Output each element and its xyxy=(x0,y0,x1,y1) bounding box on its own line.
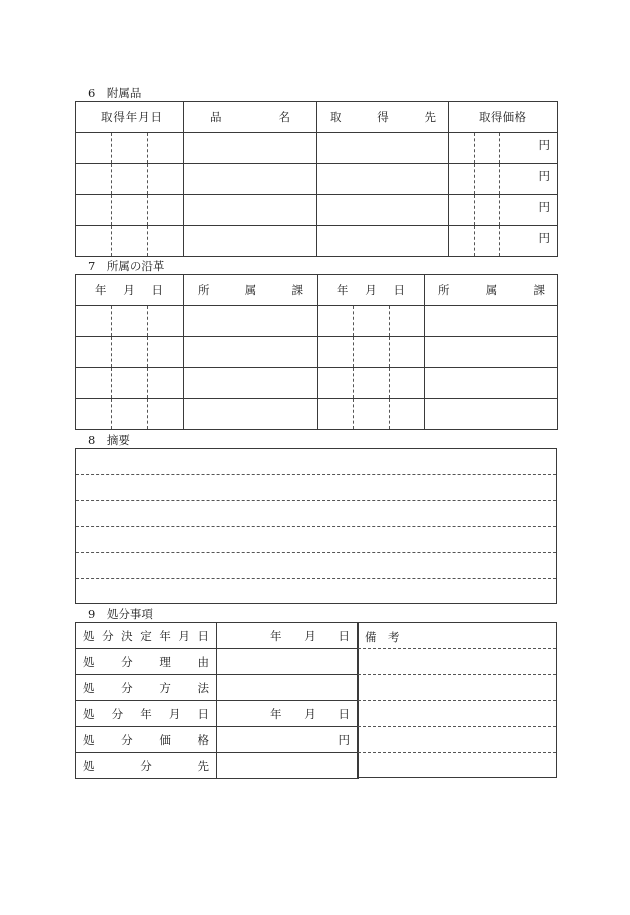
disposal-row xyxy=(76,623,359,649)
acquisition-price-cell[interactable] xyxy=(449,164,558,195)
section-8-title: 8 摘要 xyxy=(88,433,130,447)
history-date-cell[interactable] xyxy=(76,306,184,337)
label-disposal-method: 処 分 方 法 xyxy=(83,680,209,695)
history-header-row xyxy=(76,275,558,306)
history-dept-cell[interactable] xyxy=(184,306,318,337)
remarks-label: 備 考 xyxy=(365,630,400,644)
acquisition-date-cell[interactable] xyxy=(76,133,184,164)
item-name-cell[interactable] xyxy=(184,133,317,164)
history-table xyxy=(75,274,558,430)
section-7-title: 7 所属の沿革 xyxy=(88,259,165,273)
header-acquisition-date: 取 得 年 月 日 xyxy=(101,110,162,124)
disposal-table xyxy=(75,622,359,779)
header-acquisition-source: 取 得 先 xyxy=(330,110,436,124)
table-row xyxy=(76,368,558,399)
disposal-price-value[interactable] xyxy=(217,727,359,753)
header-date-left: 年 月 日 xyxy=(95,283,163,297)
history-dept-cell[interactable] xyxy=(184,368,318,399)
section-9-title: 9 処分事項 xyxy=(88,607,153,621)
table-row xyxy=(76,195,558,226)
accessories-table xyxy=(75,101,558,257)
table-row xyxy=(76,226,558,257)
summary-line xyxy=(76,500,556,501)
item-name-cell[interactable] xyxy=(184,164,317,195)
table-row xyxy=(76,399,558,430)
summary-line xyxy=(76,578,556,579)
header-item-name: 品 名 xyxy=(210,110,290,124)
yen-unit: 円 xyxy=(538,169,550,183)
acquisition-source-cell[interactable] xyxy=(317,164,449,195)
disposal-row xyxy=(76,727,359,753)
remarks-box[interactable] xyxy=(357,622,557,778)
history-dept-cell[interactable] xyxy=(425,306,558,337)
history-date-cell[interactable] xyxy=(318,306,425,337)
acquisition-date-cell[interactable] xyxy=(76,226,184,257)
history-dept-cell[interactable] xyxy=(184,337,318,368)
remarks-line xyxy=(358,700,556,701)
remarks-line xyxy=(358,726,556,727)
acquisition-date-cell[interactable] xyxy=(76,164,184,195)
header-dept-right: 所 属 課 xyxy=(438,283,545,297)
history-dept-cell[interactable] xyxy=(425,368,558,399)
acquisition-source-cell[interactable] xyxy=(317,133,449,164)
history-dept-cell[interactable] xyxy=(425,399,558,430)
history-dept-cell[interactable] xyxy=(184,399,318,430)
acquisition-source-cell[interactable] xyxy=(317,195,449,226)
history-date-cell[interactable] xyxy=(76,368,184,399)
table-row xyxy=(76,306,558,337)
disposal-decision-date-value[interactable]: 年 月 日 xyxy=(217,623,359,649)
disposal-reason-value[interactable] xyxy=(217,649,359,675)
table-row xyxy=(76,164,558,195)
acquisition-price-cell[interactable] xyxy=(449,226,558,257)
label-disposal-recipient: 処 分 先 xyxy=(83,758,209,773)
label-disposal-price: 処 分 価 格 xyxy=(83,732,209,747)
yen-unit: 円 xyxy=(338,732,350,747)
summary-box[interactable] xyxy=(75,448,557,604)
section-6-title: 6 附属品 xyxy=(88,86,142,100)
table-row xyxy=(76,133,558,164)
remarks-line xyxy=(358,674,556,675)
history-date-cell[interactable] xyxy=(318,337,425,368)
item-name-cell[interactable] xyxy=(184,226,317,257)
disposal-recipient-value[interactable] xyxy=(217,753,359,779)
acquisition-price-cell[interactable] xyxy=(449,195,558,226)
item-name-cell[interactable] xyxy=(184,195,317,226)
acquisition-source-cell[interactable] xyxy=(317,226,449,257)
yen-unit: 円 xyxy=(538,138,550,152)
acquisition-price-cell[interactable] xyxy=(449,133,558,164)
yen-unit: 円 xyxy=(538,200,550,214)
header-dept-left: 所 属 課 xyxy=(198,283,303,297)
header-date-right: 年 月 日 xyxy=(337,283,405,297)
history-dept-cell[interactable] xyxy=(425,337,558,368)
summary-line xyxy=(76,474,556,475)
history-date-cell[interactable] xyxy=(318,399,425,430)
history-date-cell[interactable] xyxy=(76,399,184,430)
disposal-date-value[interactable]: 年 月 日 xyxy=(217,701,359,727)
summary-line xyxy=(76,552,556,553)
yen-unit: 円 xyxy=(538,231,550,245)
summary-line xyxy=(76,526,556,527)
disposal-method-value[interactable] xyxy=(217,675,359,701)
disposal-row xyxy=(76,675,359,701)
label-disposal-date: 処 分 年 月 日 xyxy=(83,706,209,721)
history-date-cell[interactable] xyxy=(318,368,425,399)
header-acquisition-price: 取 得 価 格 xyxy=(479,110,526,124)
label-disposal-reason: 処 分 理 由 xyxy=(83,654,209,669)
accessories-header-row xyxy=(76,102,558,133)
label-disposal-decision-date: 処 分 決 定 年 月 日 xyxy=(83,628,209,643)
history-date-cell[interactable] xyxy=(76,337,184,368)
remarks-line xyxy=(358,752,556,753)
disposal-row xyxy=(76,701,359,727)
acquisition-date-cell[interactable] xyxy=(76,195,184,226)
disposal-row xyxy=(76,649,359,675)
table-row xyxy=(76,337,558,368)
remarks-line xyxy=(358,648,556,649)
disposal-row xyxy=(76,753,359,779)
